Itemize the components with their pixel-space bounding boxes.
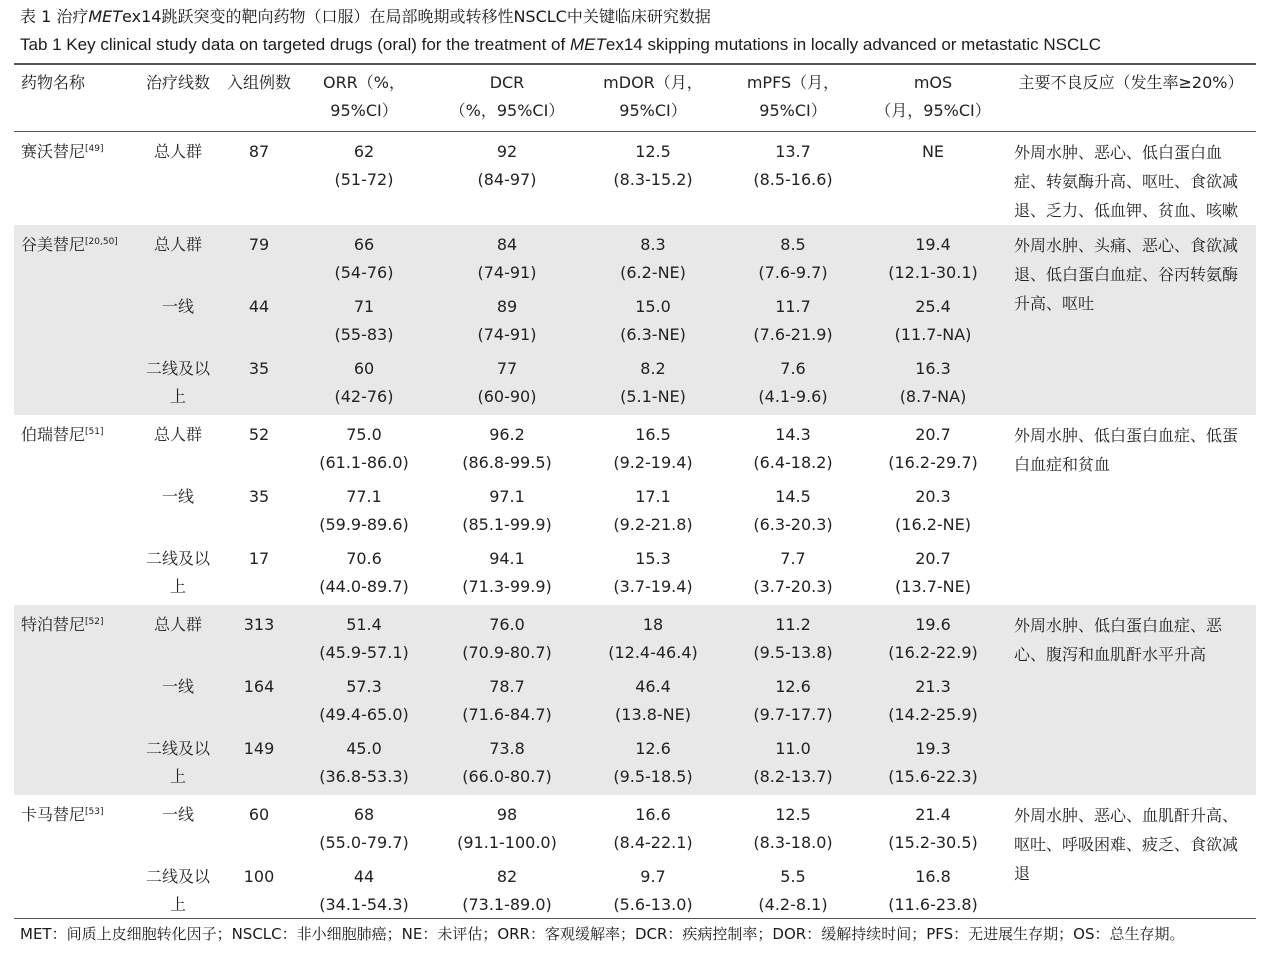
- orr-cell: [294, 795, 434, 857]
- orr-cell-value: 66: [353, 235, 375, 254]
- drug-reference: [49]: [85, 144, 104, 154]
- table-caption-chinese: 表 1 治疗METex14跳跃突变的靶向药物（口服）在局部晚期或转移性NSCLC中关键临床研究数据: [20, 7, 711, 26]
- dcr-cell-ci: (66.0-80.7): [462, 767, 552, 786]
- drug-name-cell: [14, 415, 132, 605]
- mpfs-cell-ci: (3.7-20.3): [753, 577, 833, 596]
- header-drug: 药物名称: [14, 64, 132, 132]
- dcr-cell-value: 78.7: [489, 677, 525, 696]
- treatment-line-cell: [132, 539, 224, 605]
- adverse-reactions-cell: 外周水肿、恶心、血肌酐升高、呕吐、呼吸困难、疲乏、食欲减退: [1014, 806, 1239, 883]
- treatment-line-cell: [132, 287, 224, 349]
- dcr-cell-ci: (70.9-80.7): [462, 643, 552, 662]
- dcr-cell-value: 92: [496, 142, 518, 161]
- mdor-cell: [580, 132, 726, 226]
- dcr-cell: [434, 857, 580, 923]
- mdor-cell-ci: (3.7-19.4): [613, 577, 693, 596]
- mos-cell-value: 20.7: [915, 425, 951, 444]
- orr-cell-ci: (55.0-79.7): [319, 833, 409, 852]
- dcr-cell: [434, 132, 580, 226]
- mpfs-cell-ci: (6.4-18.2): [753, 453, 833, 472]
- dcr-cell: [434, 349, 580, 415]
- mpfs-cell-value: 5.5: [780, 867, 806, 886]
- mos-cell-value: 19.4: [915, 235, 951, 254]
- mdor-cell: [580, 795, 726, 857]
- mos-cell-value: 20.3: [915, 487, 951, 506]
- dcr-cell: [434, 415, 580, 477]
- dcr-cell-ci: (85.1-99.9): [462, 515, 552, 534]
- mos-cell-value: 16.8: [915, 867, 951, 886]
- treatment-line: 一线: [161, 487, 194, 506]
- orr-cell-ci: (45.9-57.1): [319, 643, 409, 662]
- dcr-cell-ci: (74-91): [477, 263, 537, 282]
- enrolled-n: 60: [248, 805, 270, 824]
- mdor-cell-ci: (9.2-21.8): [613, 515, 693, 534]
- dcr-cell-ci: (86.8-99.5): [462, 453, 552, 472]
- mpfs-cell-ci: (4.1-9.6): [758, 387, 828, 406]
- orr-cell: [294, 287, 434, 349]
- mos-cell: [860, 729, 1006, 795]
- treatment-line-cell: [132, 225, 224, 287]
- mos-cell-ci: (15.2-30.5): [888, 833, 978, 852]
- enrolled-n: 35: [248, 487, 270, 506]
- mpfs-cell-value: 12.6: [775, 677, 811, 696]
- mdor-cell: [580, 225, 726, 287]
- dcr-cell-value: 98: [496, 805, 518, 824]
- drug-reference: [53]: [85, 807, 104, 817]
- treatment-line: 二线及以上: [145, 359, 210, 406]
- enrolled-n-cell: [224, 349, 294, 415]
- enrolled-n: 313: [243, 615, 275, 634]
- mdor-cell-value: 18: [642, 615, 664, 634]
- mpfs-cell-value: 11.2: [775, 615, 811, 634]
- treatment-line-cell: [132, 667, 224, 729]
- mos-cell-ci: (8.7-NA): [899, 387, 967, 406]
- dcr-cell-ci: (74-91): [477, 325, 537, 344]
- treatment-line: 二线及以上: [145, 867, 210, 914]
- mos-cell: [860, 287, 1006, 349]
- mpfs-cell-ci: (9.7-17.7): [753, 705, 833, 724]
- mpfs-cell-ci: (7.6-9.7): [758, 263, 828, 282]
- mos-cell-ci: (11.7-NA): [894, 325, 972, 344]
- mdor-cell-value: 16.5: [635, 425, 671, 444]
- drug-name: 伯瑞替尼: [21, 425, 86, 444]
- mpfs-cell: [726, 539, 860, 605]
- enrolled-n: 100: [243, 867, 275, 886]
- header-adverse: 主要不良反应（发生率≥20%）: [1006, 64, 1256, 132]
- mpfs-cell: [726, 349, 860, 415]
- enrolled-n-cell: [224, 287, 294, 349]
- mos-cell: [860, 667, 1006, 729]
- mpfs-cell-value: 7.6: [780, 359, 806, 378]
- mos-cell-value: 20.7: [915, 549, 951, 568]
- orr-cell-value: 71: [353, 297, 375, 316]
- mpfs-cell: [726, 857, 860, 923]
- mdor-cell-value: 46.4: [635, 677, 671, 696]
- mos-cell: [860, 477, 1006, 539]
- mos-cell-value: 21.4: [915, 805, 951, 824]
- header-mdor: mDOR（月，95%CI）: [580, 64, 726, 132]
- dcr-cell: [434, 539, 580, 605]
- header-n: 入组例数: [224, 64, 294, 132]
- dcr-cell: [434, 605, 580, 667]
- mpfs-cell-ci: (8.3-18.0): [753, 833, 833, 852]
- mos-cell: [860, 225, 1006, 287]
- orr-cell-ci: (42-76): [334, 387, 394, 406]
- orr-cell-ci: (59.9-89.6): [319, 515, 409, 534]
- dcr-cell-value: 82: [496, 867, 518, 886]
- mdor-cell: [580, 729, 726, 795]
- mos-cell: [860, 539, 1006, 605]
- orr-cell-value: 57.3: [346, 677, 382, 696]
- mpfs-cell: [726, 729, 860, 795]
- adverse-reactions-cell: 外周水肿、低白蛋白血症、恶心、腹泻和血肌酐水平升高: [1006, 605, 1256, 795]
- mos-cell-value: 16.3: [915, 359, 951, 378]
- mos-cell-ci: (16.2-29.7): [888, 453, 978, 472]
- treatment-line: 二线及以上: [145, 549, 210, 596]
- enrolled-n: 79: [248, 235, 270, 254]
- header-mos: mOS（月，95%CI）: [860, 64, 1006, 132]
- mdor-cell-value: 16.6: [635, 805, 671, 824]
- enrolled-n: 35: [248, 359, 270, 378]
- treatment-line: 总人群: [153, 425, 202, 444]
- mpfs-cell: [726, 795, 860, 857]
- mpfs-cell-value: 13.7: [775, 142, 811, 161]
- mdor-cell-ci: (9.5-18.5): [613, 767, 693, 786]
- mos-cell-ci: (16.2-NE): [895, 515, 971, 534]
- enrolled-n-cell: [224, 795, 294, 857]
- mpfs-cell-value: 12.5: [775, 805, 811, 824]
- orr-cell-ci: (51-72): [334, 170, 394, 189]
- dcr-cell-ci: (91.1-100.0): [457, 833, 557, 852]
- enrolled-n-cell: [224, 605, 294, 667]
- mdor-cell: [580, 667, 726, 729]
- mos-cell-ci: (14.2-25.9): [888, 705, 978, 724]
- mpfs-cell-value: 7.7: [780, 549, 806, 568]
- treatment-line-cell: [132, 729, 224, 795]
- mdor-cell-value: 17.1: [635, 487, 671, 506]
- treatment-line: 总人群: [153, 142, 202, 161]
- enrolled-n: 52: [248, 425, 270, 444]
- mdor-cell: [580, 477, 726, 539]
- mpfs-cell-value: 14.5: [775, 487, 811, 506]
- table-row: [14, 605, 1256, 667]
- enrolled-n: 44: [248, 297, 270, 316]
- clinical-data-table: [14, 63, 1256, 923]
- enrolled-n-cell: [224, 477, 294, 539]
- table-row: [14, 225, 1256, 287]
- dcr-cell-ci: (84-97): [477, 170, 537, 189]
- mpfs-cell-value: 8.5: [780, 235, 806, 254]
- mpfs-cell: [726, 225, 860, 287]
- treatment-line: 总人群: [153, 235, 202, 254]
- drug-name: 赛沃替尼: [21, 142, 86, 161]
- drug-name: 卡马替尼: [21, 805, 86, 824]
- orr-cell-value: 45.0: [346, 739, 382, 758]
- dcr-cell-value: 77: [496, 359, 518, 378]
- orr-cell-value: 60: [353, 359, 375, 378]
- drug-name: 特泊替尼: [21, 615, 86, 634]
- table-row: [14, 132, 1256, 226]
- mdor-cell-ci: (5.1-NE): [620, 387, 686, 406]
- mdor-cell-ci: (5.6-13.0): [613, 895, 693, 914]
- dcr-cell: [434, 795, 580, 857]
- mdor-cell-ci: (12.4-46.4): [608, 643, 698, 662]
- header-orr: ORR（%，95%CI）: [294, 64, 434, 132]
- enrolled-n-cell: [224, 729, 294, 795]
- treatment-line-cell: [132, 795, 224, 857]
- drug-name-cell: [14, 795, 132, 923]
- orr-cell: [294, 605, 434, 667]
- enrolled-n-cell: [224, 667, 294, 729]
- orr-cell-ci: (34.1-54.3): [319, 895, 409, 914]
- drug-reference: [20,50]: [85, 237, 118, 247]
- dcr-cell-value: 84: [496, 235, 518, 254]
- mpfs-cell: [726, 287, 860, 349]
- treatment-line: 一线: [161, 297, 194, 316]
- drug-name-cell: [14, 132, 132, 226]
- mos-cell-value: 19.3: [915, 739, 951, 758]
- adverse-reactions-cell: 外周水肿、恶心、低白蛋白血症、转氨酶升高、呕吐、食欲减退、乏力、低血钾、贫血、咳嗽: [1014, 143, 1239, 220]
- mdor-cell: [580, 539, 726, 605]
- orr-cell-ci: (36.8-53.3): [319, 767, 409, 786]
- mdor-cell: [580, 287, 726, 349]
- orr-cell-value: 70.6: [346, 549, 382, 568]
- mos-cell-ci: (16.2-22.9): [888, 643, 978, 662]
- orr-cell-value: 77.1: [346, 487, 382, 506]
- mpfs-cell-ci: (8.5-16.6): [753, 170, 833, 189]
- mpfs-cell: [726, 477, 860, 539]
- treatment-line-cell: [132, 477, 224, 539]
- orr-cell: [294, 729, 434, 795]
- table-caption-english: Tab 1 Key clinical study data on targeted drugs (oral) for the treatment of METex14 skipping mutations in locally advanced or metastatic NSCLC: [20, 35, 1101, 54]
- orr-cell-value: 75.0: [346, 425, 382, 444]
- mos-cell-value: 19.6: [915, 615, 951, 634]
- table-header-row: [14, 64, 1256, 132]
- mos-cell-ci: (13.7-NE): [895, 577, 971, 596]
- mos-cell: [860, 349, 1006, 415]
- dcr-cell: [434, 729, 580, 795]
- mpfs-cell-ci: (7.6-21.9): [753, 325, 833, 344]
- orr-cell-value: 51.4: [346, 615, 382, 634]
- mdor-cell-ci: (6.2-NE): [620, 263, 686, 282]
- enrolled-n-cell: [224, 225, 294, 287]
- mdor-cell-value: 15.3: [635, 549, 671, 568]
- dcr-cell-value: 96.2: [489, 425, 525, 444]
- mpfs-cell-ci: (4.2-8.1): [758, 895, 828, 914]
- enrolled-n-cell: [224, 857, 294, 923]
- header-mpfs: mPFS（月，95%CI）: [726, 64, 860, 132]
- mdor-cell: [580, 857, 726, 923]
- orr-cell: [294, 349, 434, 415]
- treatment-line: 一线: [161, 805, 194, 824]
- dcr-cell-value: 97.1: [489, 487, 525, 506]
- adverse-reactions-cell: 外周水肿、低白蛋白血症、低蛋白血症和贫血: [1014, 426, 1239, 474]
- mos-cell-value: 21.3: [915, 677, 951, 696]
- mos-cell: [860, 415, 1006, 477]
- mdor-cell-ci: (13.8-NE): [615, 705, 691, 724]
- treatment-line-cell: [132, 605, 224, 667]
- enrolled-n: 87: [248, 142, 270, 161]
- enrolled-n: 17: [248, 549, 270, 568]
- orr-cell: [294, 667, 434, 729]
- orr-cell-value: 68: [353, 805, 375, 824]
- mos-cell-value: 25.4: [915, 297, 951, 316]
- mos-cell-ci: (12.1-30.1): [888, 263, 978, 282]
- dcr-cell-value: 89: [496, 297, 518, 316]
- mpfs-cell-ci: (8.2-13.7): [753, 767, 833, 786]
- dcr-cell-value: 94.1: [489, 549, 525, 568]
- header-line: 治疗线数: [132, 64, 224, 132]
- mdor-cell-value: 9.7: [640, 867, 666, 886]
- dcr-cell-ci: (73.1-89.0): [462, 895, 552, 914]
- table-row: [14, 415, 1256, 477]
- table-body: [14, 132, 1256, 924]
- orr-cell-value: 62: [353, 142, 375, 161]
- dcr-cell-value: 73.8: [489, 739, 525, 758]
- adverse-reactions-cell: 外周水肿、头痛、恶心、食欲减退、低白蛋白血症、谷丙转氨酶升高、呕吐: [1006, 225, 1256, 415]
- orr-cell: [294, 415, 434, 477]
- mos-cell-value: NE: [921, 142, 945, 161]
- dcr-cell-ci: (60-90): [477, 387, 537, 406]
- orr-cell: [294, 477, 434, 539]
- orr-cell: [294, 539, 434, 605]
- mpfs-cell: [726, 667, 860, 729]
- dcr-cell-ci: (71.6-84.7): [462, 705, 552, 724]
- mdor-cell-value: 8.2: [640, 359, 666, 378]
- mpfs-cell-ci: (9.5-13.8): [753, 643, 833, 662]
- mdor-cell: [580, 349, 726, 415]
- mdor-cell-ci: (8.4-22.1): [613, 833, 693, 852]
- mdor-cell-ci: (6.3-NE): [620, 325, 686, 344]
- orr-cell-value: 44: [353, 867, 375, 886]
- drug-name: 谷美替尼: [21, 235, 86, 254]
- dcr-cell: [434, 667, 580, 729]
- mdor-cell: [580, 605, 726, 667]
- mdor-cell-ci: (9.2-19.4): [613, 453, 693, 472]
- drug-name-cell: [14, 225, 132, 415]
- orr-cell-ci: (61.1-86.0): [319, 453, 409, 472]
- mpfs-cell: [726, 132, 860, 226]
- orr-cell-ci: (55-83): [334, 325, 394, 344]
- mos-cell: [860, 605, 1006, 667]
- orr-cell: [294, 132, 434, 226]
- enrolled-n-cell: [224, 539, 294, 605]
- orr-cell-ci: (44.0-89.7): [319, 577, 409, 596]
- mos-cell-ci: (11.6-23.8): [888, 895, 978, 914]
- mos-cell: [860, 857, 1006, 923]
- enrolled-n: 164: [243, 677, 275, 696]
- mdor-cell-ci: (8.3-15.2): [613, 170, 693, 189]
- treatment-line-cell: [132, 857, 224, 923]
- treatment-line-cell: [132, 349, 224, 415]
- dcr-cell-ci: (71.3-99.9): [462, 577, 552, 596]
- dcr-cell: [434, 225, 580, 287]
- mdor-cell-value: 12.6: [635, 739, 671, 758]
- table-row: [14, 795, 1256, 857]
- treatment-line: 一线: [161, 677, 194, 696]
- mpfs-cell-ci: (6.3-20.3): [753, 515, 833, 534]
- table-footnote: MET：间质上皮细胞转化因子；NSCLC：非小细胞肺癌；NE：未评估；ORR：客观缓解率；DCR：疾病控制率；DOR：缓解持续时间；PFS：无进展生存期；OS：总生存期。: [14, 918, 1256, 945]
- treatment-line: 总人群: [153, 615, 202, 634]
- mdor-cell-value: 8.3: [640, 235, 666, 254]
- mos-cell: [860, 132, 1006, 226]
- mos-cell: [860, 795, 1006, 857]
- mpfs-cell: [726, 605, 860, 667]
- orr-cell: [294, 225, 434, 287]
- treatment-line-cell: [132, 415, 224, 477]
- drug-reference: [51]: [85, 427, 104, 437]
- mos-cell-ci: (15.6-22.3): [888, 767, 978, 786]
- mpfs-cell-value: 11.0: [775, 739, 811, 758]
- orr-cell: [294, 857, 434, 923]
- treatment-line-cell: [132, 132, 224, 226]
- mdor-cell: [580, 415, 726, 477]
- dcr-cell: [434, 477, 580, 539]
- mpfs-cell-value: 14.3: [775, 425, 811, 444]
- enrolled-n-cell: [224, 132, 294, 226]
- mpfs-cell-value: 11.7: [775, 297, 811, 316]
- enrolled-n: 149: [243, 739, 275, 758]
- mdor-cell-value: 12.5: [635, 142, 671, 161]
- orr-cell-ci: (49.4-65.0): [319, 705, 409, 724]
- header-dcr: DCR（%，95%CI）: [434, 64, 580, 132]
- mpfs-cell: [726, 415, 860, 477]
- dcr-cell: [434, 287, 580, 349]
- enrolled-n-cell: [224, 415, 294, 477]
- dcr-cell-value: 76.0: [489, 615, 525, 634]
- drug-reference: [52]: [85, 617, 104, 627]
- orr-cell-ci: (54-76): [334, 263, 394, 282]
- mdor-cell-value: 15.0: [635, 297, 671, 316]
- drug-name-cell: [14, 605, 132, 795]
- treatment-line: 二线及以上: [145, 739, 210, 786]
